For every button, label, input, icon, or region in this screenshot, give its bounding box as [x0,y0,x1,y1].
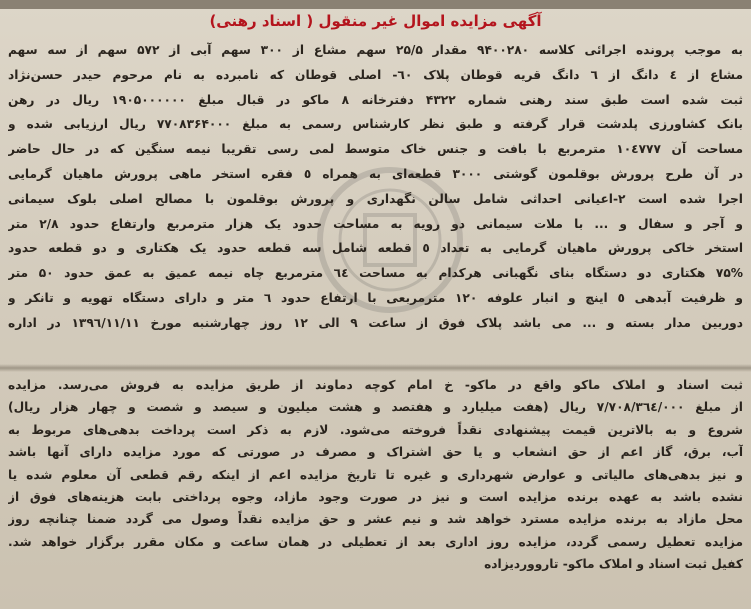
paragraph-2-line: مزایده تعطیل رسمی گردد، مزایده روز اداری بعد از تعطیلی در همان ساعت و مکان مقرر برگزار خواهد شد. [8,534,743,549]
paragraph-1-line: بانک کشاورزی پلدشت قرار گرفته و طبق نظر کارشناس رسمی به مبلغ ۷۷۰۸۳۶۴۰۰۰ ریال ارزیابی شده و [8,117,743,132]
paragraph-1-line: مساحت آن ١٠٤٧٧٧ مترمربع با بافت و جنس خاک متوسط لمی رسی تقریبا نیمه سنگین که در حال حاضر [8,142,743,157]
torn-top-edge [0,0,751,9]
paragraph-1-line: ثبت شده است طبق سند رهنی شماره ۴۳۲۲ دفترخانه ۸ ماکو در قبال مبلغ ۱۹۰۵۰۰۰۰۰۰ ریال در رهن [8,92,743,107]
notice-paragraph-1 [8,38,743,336]
paragraph-2-line: شروع و به بالاترین قیمت پیشنهادی نقداً فروخته می‌شود. لازم به ذکر است پرداخت بدهی‌های مربوط به [8,422,743,437]
paragraph-1-line: و ظرفیت آبدهی ٥ اینچ و انبار علوفه ١٢٠ مترمربعی با ارتفاع حدود ٦ متر و دارای دستگاه تهویه و تانکر و [8,290,743,305]
paragraph-2-line: محل مازاد به برنده مزایده مسترد خواهد شد و نیم عشر و حق مزایده نقداً وصول می گردد ضمنا چنانچه روز [8,512,743,527]
notice-paragraph-2 [8,374,743,576]
paragraph-1-line: دوربین مدار بسته و ... می باشد پلاک فوق از ساعت ۹ الی ۱۲ روز چهارشنبه مورخ ۱۳۹٦/۱۱/۱۱ در اداره [8,315,743,330]
paragraph-1-line: اجرا شده است ٢-اعیانی احداثی شامل سالن نگهداری و پرورش بوقلمون با مصالح اصلی بلوک سیمانی [8,191,743,206]
paragraph-2-line: آب، برق، گاز اعم از حق انشعاب و یا حق اشتراک و مصرف در صورتی که مورد مزایده دارای آنها باشد [8,445,743,460]
paragraph-2-line: نشده باشد به عهده برنده مزایده است و نیز در صورت وجود مازاد، وجوه پرداختی بابت هزینه‌های فوق از [8,489,743,504]
paragraph-2-line: و نیز بدهی‌های مالیاتی و عوارض شهرداری و غیره تا تاریخ مزایده اعم از اینکه رقم قطعی آن معلوم شده یا [8,467,743,482]
signature-line: کفیل ثبت اسناد و املاک ماکو- تارووردیزاده [484,557,743,572]
paper-fold-crease [0,364,751,372]
paragraph-2-line: از مبلغ ۷/۷۰۸/۳٦٤/۰۰۰ ریال (هفت میلیارد و هفتصد و هشت میلیون و سیصد و شصت و چهار هزار ریال) [8,400,743,415]
paragraph-1-line: و آجر و سفال و ... با ملات سیمانی دو رویه به مساحت حدود یک هزار مترمربع وارتفاع حدود ۲/۸ متر [8,216,743,231]
paragraph-1-line: در آن طرح پرورش بوقلمون گوشتی ۳۰۰۰ قطعه‌ای به همراه ٥ فقره استخر ماهی پرورش ماهیان گرمایی [8,166,743,181]
notice-title: آگهی مزایده اموال غیر منقول ( اسناد رهنی) [209,12,542,30]
paragraph-1-line: مشاع از ٤ دانگ از ٦ دانگ قریه قوطان پلاک ٦٠- اصلی قوطان که نامبرده به نام مرحوم حیدر حسن‌نژاد [8,67,743,82]
paragraph-1-line: استخر خاکی پرورش ماهیان گرمایی به تعداد ٥ قطعه شامل سه قطعه حدود یک هکتاری و دو قطعه حدود [8,241,743,256]
paragraph-2-line: ثبت اسناد و املاک ماکو واقع در ماکو- خ امام کوچه دماوند از طریق مزایده به فروش می‌رسد. مزایده [8,378,743,392]
paragraph-1-line: ۷۵% هکتاری دو دستگاه بنای نگهبانی هرکدام به مساحت ٦٤ مترمربع چاه نیمه عمیق به عمق حدود ۵۰ متر [8,266,743,281]
paragraph-1-line: به موجب پرونده اجرائی کلاسه ۹۴۰۰۲۸۰ مقدار ۲۵/۵ سهم مشاع از ۳۰۰ سهم آبی از ۵۷۲ سهم از سه سهم [8,43,743,57]
